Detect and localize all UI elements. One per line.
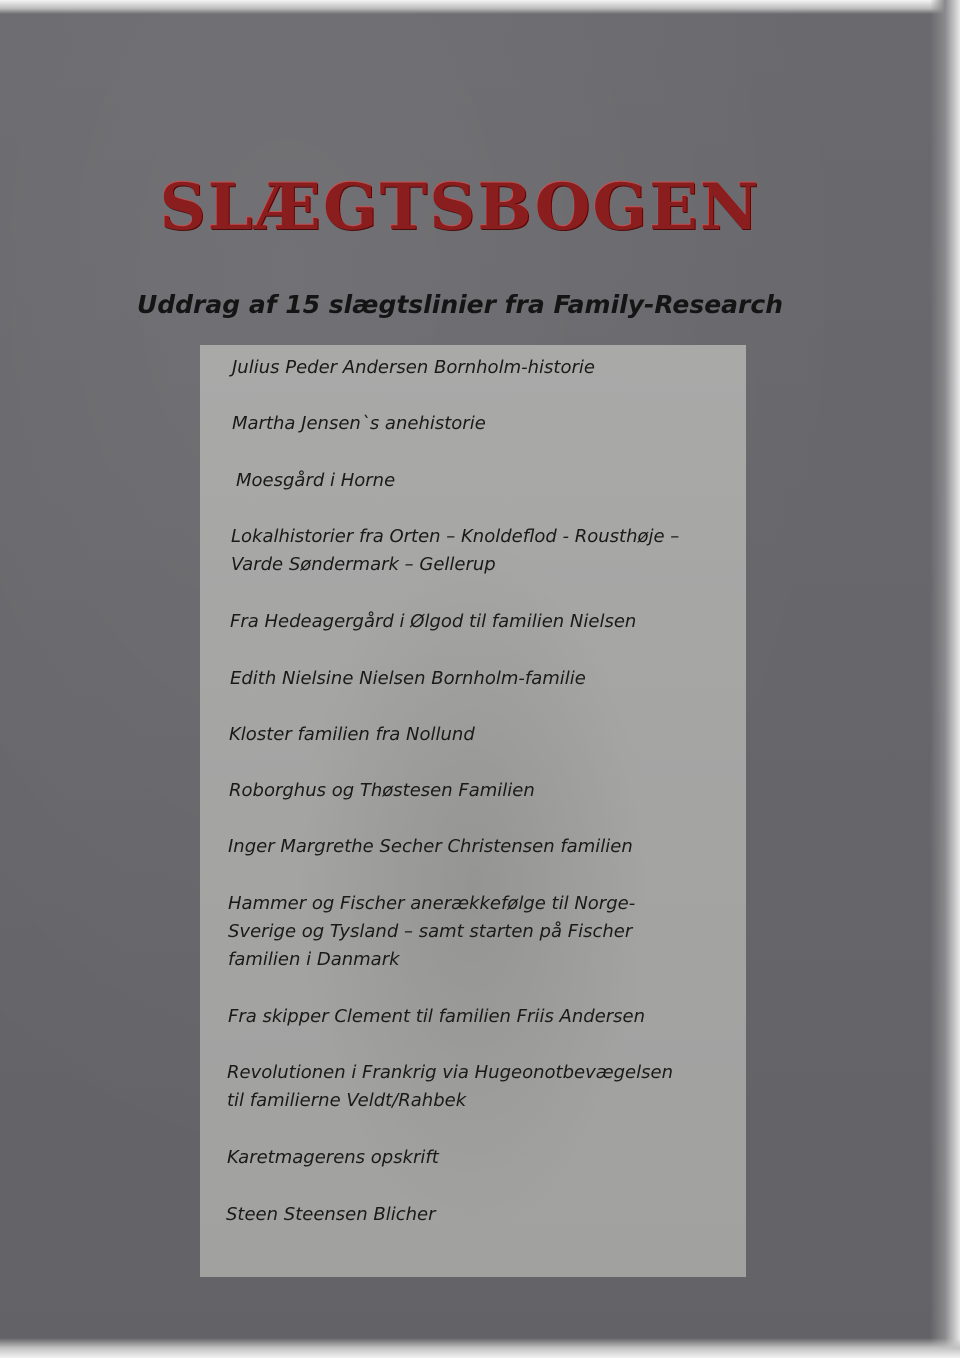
contents-entry — [236, 467, 395, 495]
contents-entry — [228, 890, 635, 974]
cover-title: SLÆGTSBOGEN — [159, 170, 761, 245]
entry-line: Julius Peder Andersen Bornholm-historie — [232, 357, 595, 378]
entry-line: Martha Jensen`s anehistorie — [232, 413, 486, 434]
entry-line: Kloster familien fra Nollund — [229, 724, 475, 745]
contents-entry — [230, 665, 586, 693]
contents-entry — [227, 1144, 439, 1172]
cover-top-edge — [0, 0, 960, 14]
entry-line: til familierne Veldt/Rahbek — [227, 1090, 467, 1111]
entry-line: Moesgård i Horne — [236, 470, 396, 491]
cover-bottom-edge — [0, 1338, 960, 1358]
contents-entry — [229, 721, 475, 749]
entry-line: familien i Danmark — [228, 949, 400, 970]
entry-line: Lokalhistorier fra Orten – Knoldeflod - Rousthøje – — [231, 526, 680, 547]
contents-entry — [227, 1059, 673, 1115]
entry-line: Hammer og Fischer anerækkefølge til Norge- — [228, 893, 636, 914]
contents-entry — [231, 523, 679, 579]
entry-line: Fra Hedeagergård i Ølgod til familien Nielsen — [230, 611, 637, 632]
contents-entry — [226, 1201, 436, 1229]
contents-entry — [232, 410, 486, 438]
entry-line: Fra skipper Clement til familien Friis Andersen — [228, 1006, 646, 1027]
contents-entry — [228, 833, 633, 861]
entry-line: Varde Søndermark – Gellerup — [231, 554, 496, 575]
contents-entry — [230, 608, 636, 636]
entry-line: Sverige og Tysland – samt starten på Fischer — [228, 921, 633, 942]
cover-right-edge — [930, 0, 960, 1358]
cover-subtitle: Uddrag af 15 slægtslinier fra Family-Research — [136, 290, 784, 319]
entry-line: Inger Margrethe Secher Christensen familien — [228, 836, 633, 857]
entry-line: Steen Steensen Blicher — [226, 1204, 436, 1225]
entry-line: Karetmagerens opskrift — [227, 1147, 439, 1168]
contents-entry — [229, 777, 535, 805]
entry-line: Revolutionen i Frankrig via Hugeonotbevægelsen — [227, 1062, 673, 1083]
entry-line: Edith Nielsine Nielsen Bornholm-familie — [230, 668, 586, 689]
entry-line: Roborghus og Thøstesen Familien — [229, 780, 535, 801]
contents-entry — [228, 1003, 645, 1031]
contents-panel — [200, 345, 746, 1277]
contents-entry — [232, 354, 595, 382]
